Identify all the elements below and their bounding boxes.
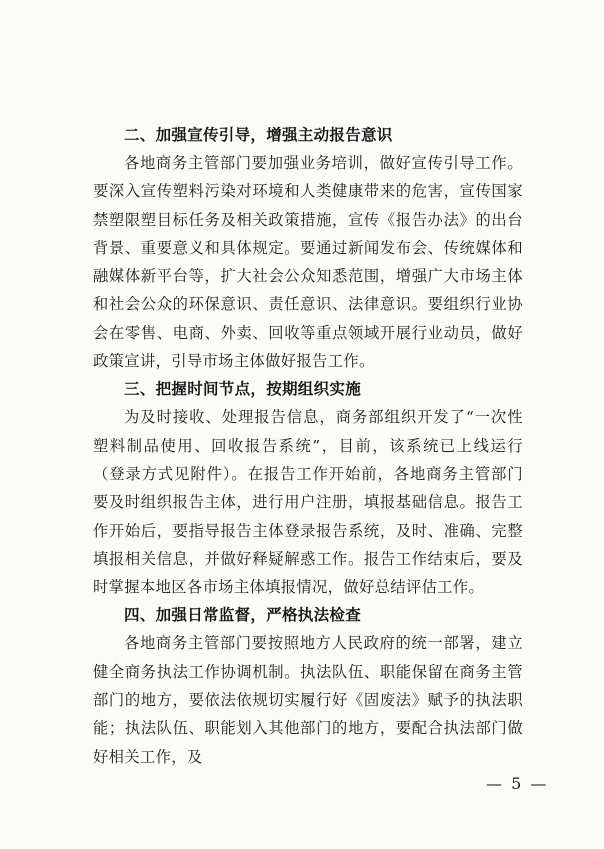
paragraph-timeline: 为及时接收、处理报告信息，商务部组织开发了“一次性塑料制品使用、回收报告系统”，目前，该系统已上线运行（登录方式见附件）。在报告工作开始前，各地商务主管部门要及时组织报告主体，进行用户注册，填报基础信息。报告工作开始后，要指导报告主体登录报告系统，及时、准确、完整填报相关信息，并做好释疑解惑工作。报告工作结束后，要及时掌握本地区各市场主体填报情况，做好总结评估工作。: [93, 408, 523, 597]
section-heading-supervision: 四、加强日常监督，严格执法检查: [124, 606, 362, 625]
section-heading-timeline: 三、把握时间节点，按期组织实施: [124, 380, 362, 399]
document-body: [93, 121, 523, 771]
page-number: — 5 —: [486, 774, 549, 793]
paragraph-supervision: 各地商务主管部门要按照地方人民政府的统一部署，建立健全商务执法工作协调机制。执法队伍、职能保留在商务主管部门的地方，要依法依规切实履行好《固废法》赋予的执法职能；执法队伍、职能划入其他部门的地方，要配合执法部门做好相关工作，及: [93, 634, 523, 766]
paragraph-publicity: 各地商务主管部门要加强业务培训，做好宣传引导工作。要深入宣传塑料污染对环境和人类健康带来的危害，宣传国家禁塑限塑目标任务及相关政策措施，宣传《报告办法》的出台背景、重要意义和具体规定。要通过新闻发布会、传统媒体和融媒体新平台等，扩大社会公众知悉范围，增强广大市场主体和社会公众的环保意识、责任意识、法律意识。要组织行业协会在零售、电商、外卖、回收等重点领域开展行业动员，做好政策宣讲，引导市场主体做好报告工作。: [93, 154, 523, 371]
section-heading-publicity: 二、加强宣传引导，增强主动报告意识: [124, 126, 393, 144]
